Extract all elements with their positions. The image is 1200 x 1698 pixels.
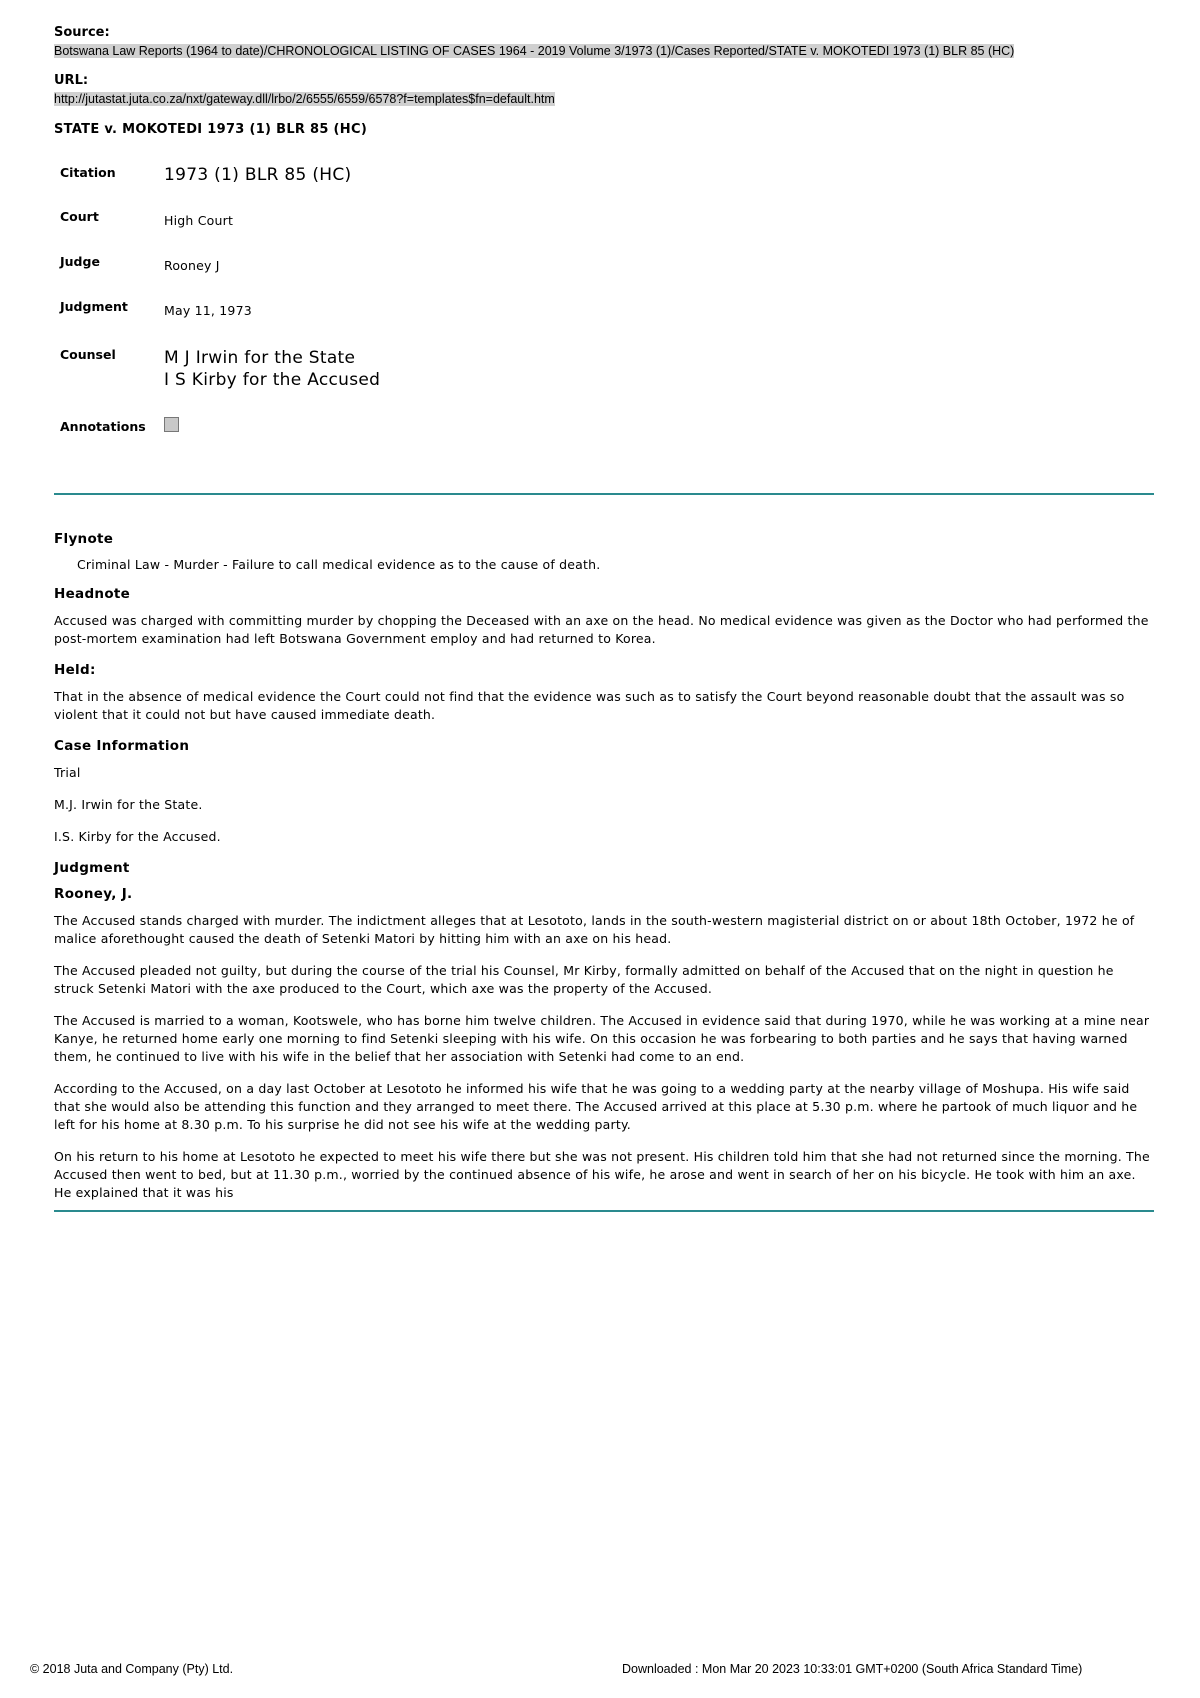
judgment-heading: Judgment <box>54 860 130 876</box>
court-value: High Court <box>164 213 234 228</box>
case-title: STATE v. MOKOTEDI 1973 (1) BLR 85 (HC) <box>54 122 368 137</box>
court-label: Court <box>60 209 99 224</box>
case-info-line: I.S. Kirby for the Accused. <box>54 829 221 844</box>
citation-value: 1973 (1) BLR 85 (HC) <box>164 165 352 185</box>
case-metadata-table <box>60 165 380 435</box>
source-label: Source: <box>54 25 110 40</box>
counsel-state: M J Irwin for the State <box>164 348 356 368</box>
judge-value: Rooney J <box>164 258 220 273</box>
flynote-text: Criminal Law - Murder - Failure to call medical evidence as to the cause of death. <box>77 557 601 572</box>
judgment-date-label: Judgment <box>60 299 128 314</box>
headnote-text: Accused was charged with committing murder by chopping the Deceased with an axe on the head. No medical evidence was given as the Doctor who had performed the post-mortem examination had left Botswana Government employ and had returned to Korea. <box>54 613 1149 646</box>
annotations-checkbox[interactable] <box>164 417 179 432</box>
case-info-line: M.J. Irwin for the State. <box>54 797 203 812</box>
judgment-paragraph: According to the Accused, on a day last October at Lesototo he informed his wife that he was going to a wedding party at the nearby village of Moshupa. His wife said that she would also be attending this function and they arranged to meet there. The Accused arrived at this place at 5.30 p.m. where he partook of much liquor and he left for his home at 8.30 p.m. To his surprise he did not see his wife at the wedding party. <box>54 1081 1138 1132</box>
judgment-paragraph: On his return to his home at Lesototo he expected to meet his wife there but she was not present. His children told him that she had not returned since the morning. The Accused then went to bed, but at 11.30 p.m., worried by the continued absence of his wife, he arose and went in search of her on his bicycle. He took with him an axe. He explained that it was his <box>54 1149 1150 1200</box>
judgment-date-value: May 11, 1973 <box>164 303 252 318</box>
headnote-heading: Headnote <box>54 586 131 602</box>
section-divider-bottom <box>54 1210 1154 1212</box>
judge-label: Judge <box>60 254 100 269</box>
case-info-line: Trial <box>54 765 81 780</box>
judgment-judge: Rooney, J. <box>54 886 133 902</box>
case-information-heading: Case Information <box>54 738 190 754</box>
url-link[interactable]: http://jutastat.juta.co.za/nxt/gateway.dll/lrbo/2/6555/6559/6578?f=templates$fn=default.htm <box>54 92 555 106</box>
footer-downloaded: Downloaded : Mon Mar 20 2023 10:33:01 GMT+0200 (South Africa Standard Time) <box>622 1662 1083 1676</box>
judgment-paragraph: The Accused pleaded not guilty, but during the course of the trial his Counsel, Mr Kirby, formally admitted on behalf of the Accused that on the night in question he struck Setenki Matori with the axe produced to the Court, which axe was the property of the Accused. <box>54 963 1114 996</box>
source-path: Botswana Law Reports (1964 to date)/CHRONOLOGICAL LISTING OF CASES 1964 - 2019 Volume 3/1973 (1)/Cases Reported/STATE v. MOKOTEDI 1973 (1) BLR 85 (HC) <box>54 44 1015 58</box>
annotations-label: Annotations <box>60 419 146 434</box>
judgment-paragraph: The Accused is married to a woman, Kootswele, who has borne him twelve children. The Accused in evidence said that during 1970, while he was working at a mine near Kanye, he returned home early one morning to find Setenki sleeping with his wife. On this occasion he was forbearing to both parties and he says that having warned them, he continued to live with his wife in the belief that her association with Setenki had come to an end. <box>54 1013 1150 1064</box>
footer-copyright: © 2018 Juta and Company (Pty) Ltd. <box>30 1662 234 1676</box>
document-page <box>54 24 1154 1212</box>
held-heading: Held: <box>54 662 96 678</box>
counsel-label: Counsel <box>60 347 116 362</box>
url-label: URL: <box>54 73 89 88</box>
held-text: That in the absence of medical evidence the Court could not find that the evidence was such as to satisfy the Court beyond reasonable doubt that the assault was so violent that it could not but have caused immediate death. <box>54 689 1125 722</box>
citation-label: Citation <box>60 165 116 180</box>
judgment-paragraph: The Accused stands charged with murder. The indictment alleges that at Lesototo, lands in the south-western magisterial district on or about 18th October, 1972 he of malice aforethought caused the death of Setenki Matori by hitting him with an axe on his head. <box>54 913 1135 946</box>
flynote-heading: Flynote <box>54 531 114 547</box>
counsel-accused: I S Kirby for the Accused <box>164 370 381 390</box>
